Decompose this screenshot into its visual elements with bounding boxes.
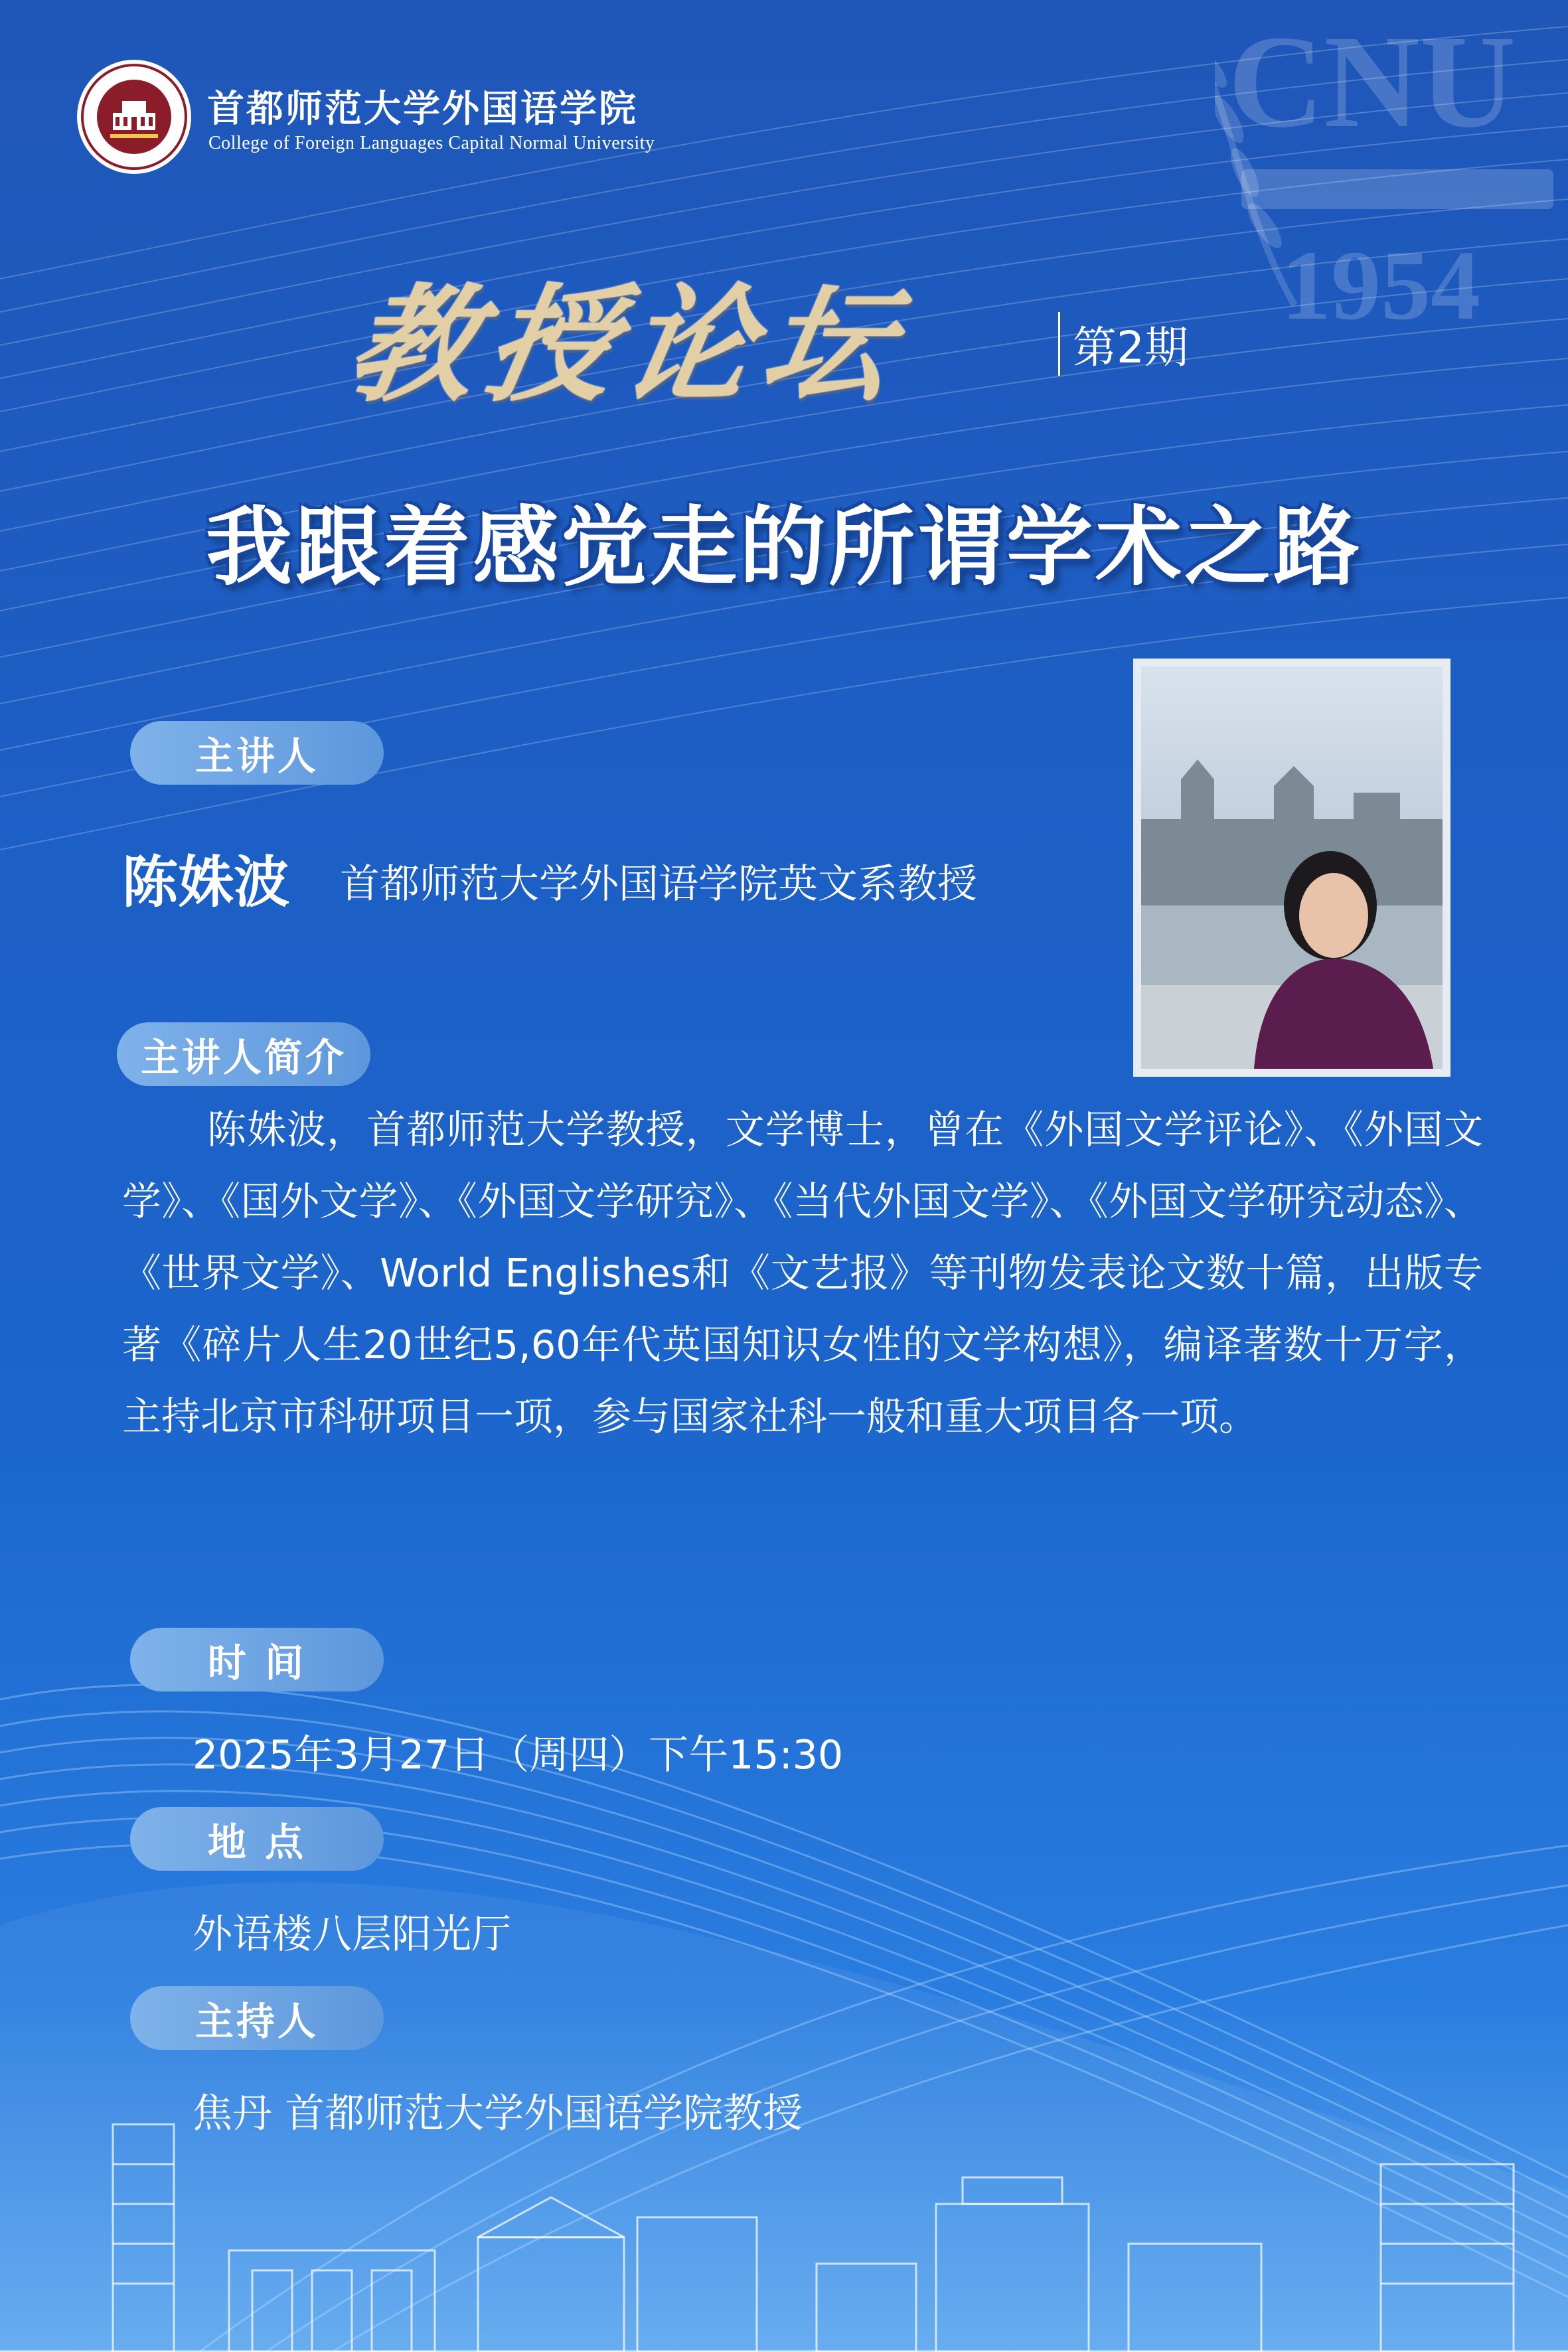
college-name-en: College of Foreign Languages Capital Normal University [208, 133, 655, 153]
host-label: 主持人 [195, 1999, 319, 2044]
cnu-watermark-emblem [1215, 0, 1568, 345]
speaker-bio: 陈姝波，首都师范大学教授，文学博士，曾在《外国文学评论》、《外国文学》、《国外文学》、《外国文学研究》、《当代外国文学》、《外国文学研究动态》、《世界文学》、World Englishes和《文艺报》等刊物发表论文数十篇，出版专著《碎片人生20世纪5,60年代英国知识女性的文学构想》，编译著数十万字，主持北京市科研项目一项，参与国家社科一般和重大项目各一项。 [122, 1107, 1483, 1439]
event-venue: 外语楼八层阳光厅 [193, 1911, 511, 1958]
time-label: 时 间 [207, 1640, 307, 1686]
venue-label-pill [130, 1807, 384, 1871]
speaker-name: 陈姝波 [122, 850, 290, 915]
issue-divider [1058, 312, 1060, 376]
bio-label-pill [117, 1022, 370, 1086]
watermark-letters: CNU [1228, 9, 1516, 155]
venue-label: 地 点 [207, 1820, 307, 1865]
campus-skyline-illustration [0, 2111, 1568, 2352]
lecture-title: 我跟着感觉走的所谓学术之路 [205, 497, 1362, 597]
host-label-pill [130, 1986, 384, 2050]
issue-number: 第2期 [1073, 322, 1188, 373]
speaker-label-pill [130, 721, 384, 785]
college-seal-icon [74, 57, 194, 177]
speaker-portrait-photo [1141, 666, 1443, 1069]
forum-series-title: 教授论坛 [337, 271, 916, 419]
bio-label: 主讲人简介 [140, 1035, 347, 1080]
college-name-cn: 首都师范大学外国语学院 [207, 88, 638, 131]
watermark-year: 1954 [1281, 230, 1480, 341]
speaker-title: 首都师范大学外国语学院英文系教授 [340, 861, 977, 907]
time-label-pill [130, 1628, 384, 1691]
event-time: 2025年3月27日（周四）下午15:30 [193, 1732, 844, 1778]
speaker-photo [1133, 659, 1450, 1077]
event-host: 焦丹 首都师范大学外国语学院教授 [193, 2090, 803, 2137]
speaker-label: 主讲人 [195, 734, 319, 779]
